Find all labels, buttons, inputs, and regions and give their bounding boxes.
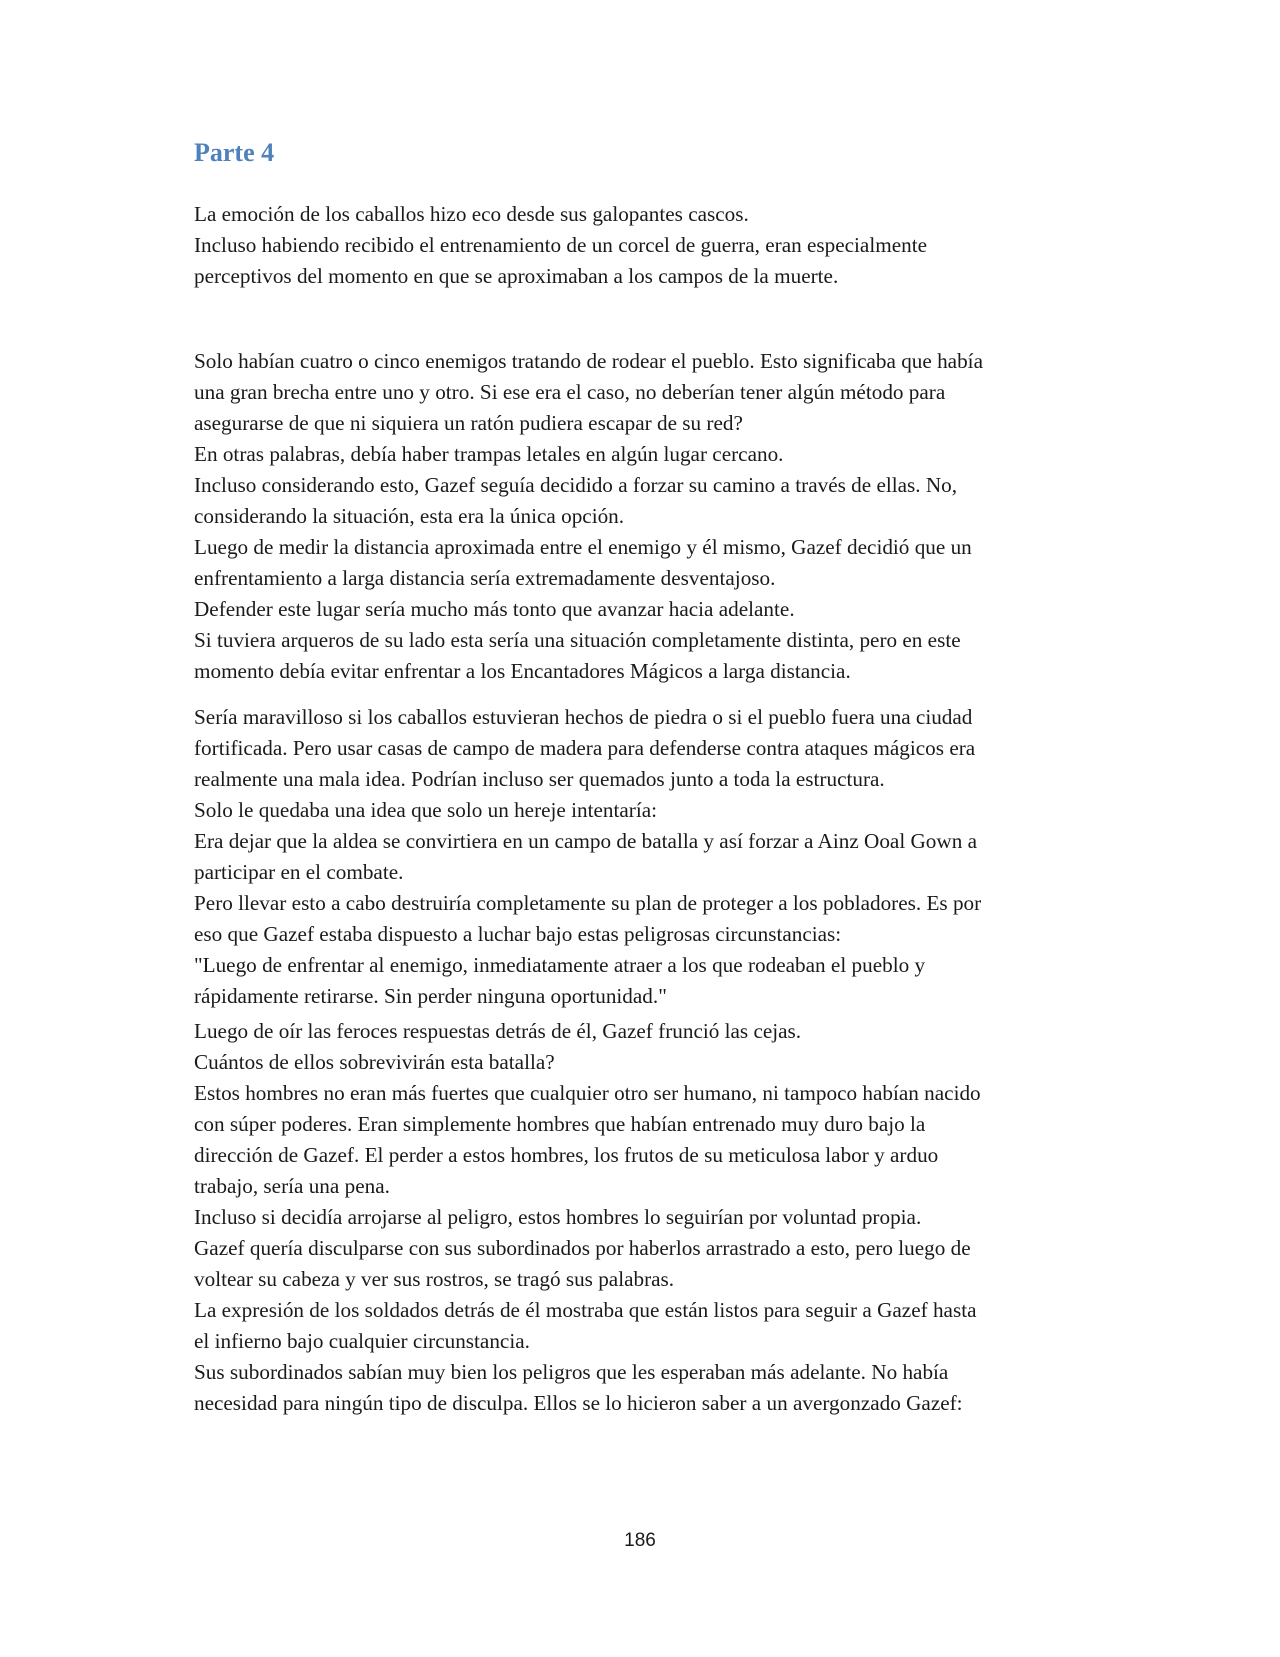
paragraph (194, 1016, 981, 1419)
text-line: Gazef quería disculparse con sus subordinados por haberlos arrastrado a esto, pero luego de (194, 1236, 971, 1260)
text-line: Solo habían cuatro o cinco enemigos tratando de rodear el pueblo. Esto significaba que había (194, 349, 983, 373)
text-line: fortificada. Pero usar casas de campo de madera para defenderse contra ataques mágicos era (194, 736, 976, 760)
text-line: La expresión de los soldados detrás de él mostraba que están listos para seguir a Gazef hasta (194, 1298, 977, 1322)
text-line: Luego de medir la distancia aproximada entre el enemigo y él mismo, Gazef decidió que un (194, 535, 972, 559)
text-line: Cuántos de ellos sobrevivirán esta batalla? (194, 1050, 555, 1074)
text-line: Sería maravilloso si los caballos estuvieran hechos de piedra o si el pueblo fuera una ciudad (194, 705, 973, 729)
text-line: Incluso si decidía arrojarse al peligro, estos hombres lo seguirían por voluntad propia. (194, 1205, 922, 1229)
text-line: perceptivos del momento en que se aproximaban a los campos de la muerte. (194, 264, 839, 288)
text-line: considerando la situación, esta era la única opción. (194, 504, 625, 528)
text-line: rápidamente retirarse. Sin perder ninguna oportunidad." (194, 984, 667, 1008)
text-line: Incluso considerando esto, Gazef seguía decidido a forzar su camino a través de ellas. No, (194, 473, 958, 497)
text-line: eso que Gazef estaba dispuesto a luchar bajo estas peligrosas circunstancias: (194, 922, 842, 946)
text-line: La emoción de los caballos hizo eco desde sus galopantes cascos. (194, 202, 749, 226)
text-line: una gran brecha entre uno y otro. Si ese era el caso, no deberían tener algún método para (194, 380, 946, 404)
text-line: necesidad para ningún tipo de disculpa. Ellos se lo hicieron saber a un avergonzado Gazef: (194, 1391, 963, 1415)
paragraph (194, 702, 981, 1012)
text-line: Era dejar que la aldea se convirtiera en un campo de batalla y así forzar a Ainz Ooal Gown a (194, 829, 977, 853)
text-line: trabajo, sería una pena. (194, 1174, 390, 1198)
text-line: momento debía evitar enfrentar a los Encantadores Mágicos a larga distancia. (194, 659, 851, 683)
text-line: con súper poderes. Eran simplemente hombres que habían entrenado muy duro bajo la (194, 1112, 926, 1136)
text-line: "Luego de enfrentar al enemigo, inmediatamente atraer a los que rodeaban el pueblo y (194, 953, 926, 977)
text-line: Solo le quedaba una idea que solo un hereje intentaría: (194, 798, 658, 822)
paragraph (194, 199, 927, 292)
page-number: 186 (624, 1530, 656, 1551)
text-line: participar en el combate. (194, 860, 404, 884)
text-line: el infierno bajo cualquier circunstancia. (194, 1329, 530, 1353)
text-line: En otras palabras, debía haber trampas letales en algún lugar cercano. (194, 442, 784, 466)
text-line: Estos hombres no eran más fuertes que cualquier otro ser humano, ni tampoco habían nacido (194, 1081, 981, 1105)
text-line: enfrentamiento a larga distancia sería extremadamente desventajoso. (194, 566, 776, 590)
text-line: realmente una mala idea. Podrían incluso ser quemados junto a toda la estructura. (194, 767, 885, 791)
text-line: asegurarse de que ni siquiera un ratón pudiera escapar de su red? (194, 411, 743, 435)
text-line: Incluso habiendo recibido el entrenamiento de un corcel de guerra, eran especialmente (194, 233, 927, 257)
text-line: Luego de oír las feroces respuestas detrás de él, Gazef frunció las cejas. (194, 1019, 802, 1043)
text-line: Pero llevar esto a cabo destruiría completamente su plan de proteger a los pobladores. Es por (194, 891, 982, 915)
text-line: voltear su cabeza y ver sus rostros, se tragó sus palabras. (194, 1267, 675, 1291)
paragraph (194, 346, 983, 687)
text-line: Si tuviera arqueros de su lado esta sería una situación completamente distinta, pero en este (194, 628, 961, 652)
text-line: dirección de Gazef. El perder a estos hombres, los frutos de su meticulosa labor y arduo (194, 1143, 939, 1167)
section-heading: Parte 4 (194, 138, 275, 167)
text-line: Defender este lugar sería mucho más tonto que avanzar hacia adelante. (194, 597, 795, 621)
text-line: Sus subordinados sabían muy bien los peligros que les esperaban más adelante. No había (194, 1360, 949, 1384)
